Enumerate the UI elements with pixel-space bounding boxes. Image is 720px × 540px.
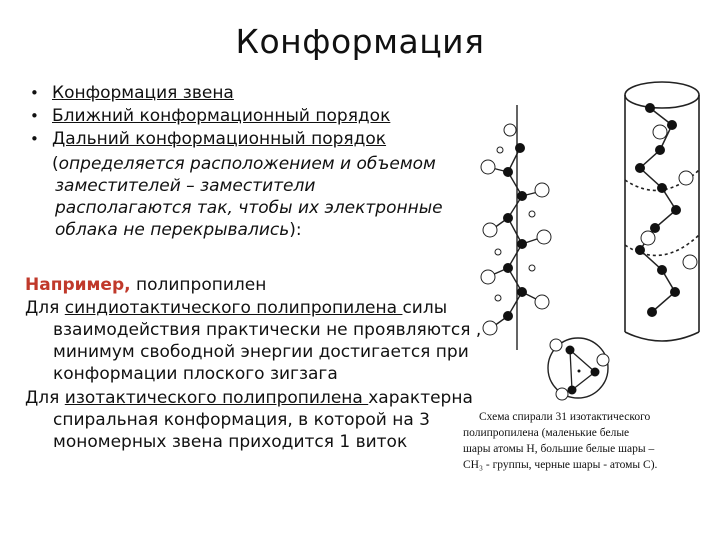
text: Для <box>25 388 65 408</box>
bullet-3-detail-line-3: располагаются так, чтобы их электронные <box>55 198 443 218</box>
cylinder-atoms <box>635 103 697 317</box>
paren-open: ( <box>52 154 59 174</box>
text: характерна <box>368 388 473 408</box>
bullet-1: Конформация звена <box>52 83 234 103</box>
slide-title: Конформация <box>235 22 485 61</box>
caption-line: полипропилена (маленькие белые <box>463 427 630 439</box>
helix-ball-stick-model <box>492 105 540 350</box>
helix-cylinder <box>625 82 699 341</box>
example-label: Например, <box>25 275 131 295</box>
detail-text: облака не перекрывались <box>55 220 290 240</box>
isotactic-line-3: мономерных звена приходится 1 виток <box>53 432 408 452</box>
text: силы <box>402 298 448 318</box>
bullet-dot: • <box>30 130 39 148</box>
isotactic-term: изотактического полипропилена <box>64 388 369 408</box>
bullet-dot: • <box>30 107 39 125</box>
syndiotactic-line-4: конформации плоского зигзага <box>53 364 338 384</box>
paren-close: ): <box>289 220 302 240</box>
text: Для <box>25 298 65 318</box>
syndiotactic-term: синдиотактического полипропилена <box>64 298 403 318</box>
caption-line: шары атомы Н, большие белые шары – <box>463 443 655 455</box>
helix-top-view <box>548 338 609 400</box>
bullet-2: Ближний конформационный порядок <box>52 106 391 126</box>
bullet-dot: • <box>30 84 39 102</box>
polymer-name: полипропилен <box>130 275 267 295</box>
bullet-3: Дальний конформационный порядок <box>52 129 387 149</box>
caption-line: Схема спирали 31 изотактического <box>479 411 651 423</box>
syndiotactic-line-3: минимум свободной энергии достигается при <box>53 342 469 362</box>
bullet-3-detail-line-2: заместителей – заместители <box>55 176 316 196</box>
detail-text: определяется расположением и объемом <box>58 154 436 174</box>
syndiotactic-line-2: взаимодействия практически не проявляются , <box>53 320 482 340</box>
isotactic-line-2: спиральная конформация, в которой на 3 <box>53 410 430 430</box>
caption-line: СН₃ - группы, черные шары - атомы С). <box>463 459 658 471</box>
